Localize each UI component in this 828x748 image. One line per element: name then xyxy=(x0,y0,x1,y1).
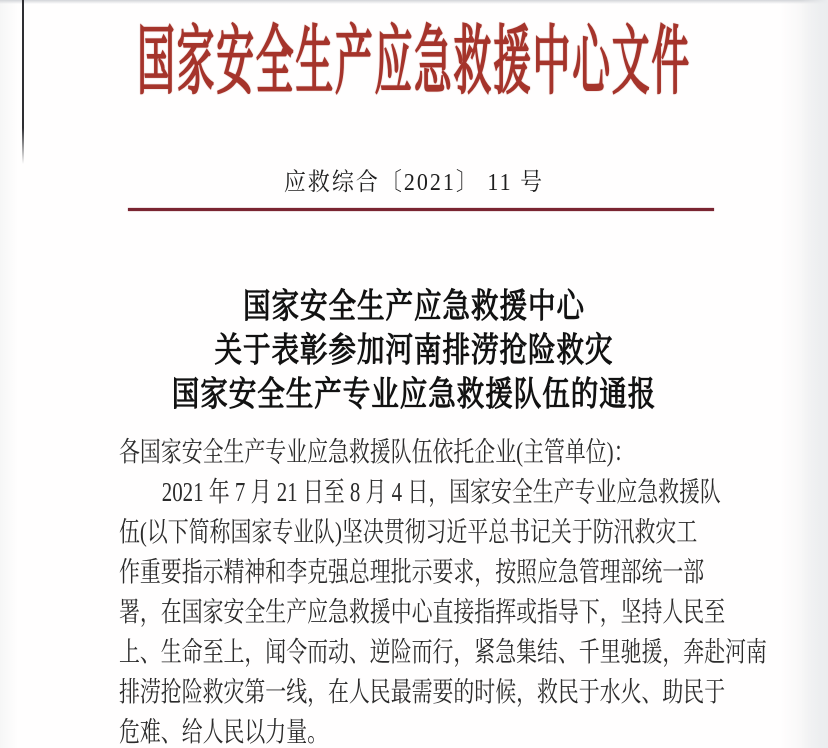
body-text-line: 署，在国家安全生产应急救援中心直接指挥或指导下，坚持人民至 xyxy=(119,595,726,627)
red-letterhead-title: 国家安全生产应急救援中心文件 xyxy=(137,20,691,105)
body-text-line: 作重要指示精神和李克强总理批示要求，按照应急管理部统一部 xyxy=(119,555,705,587)
scan-artifact-line xyxy=(22,0,24,164)
scan-edge-top xyxy=(0,0,828,4)
document-title-line-2: 关于表彰参加河南排涝抢险救灾 xyxy=(214,332,614,370)
body-text-line: 排涝抢险救灾第一线，在人民最需要的时候，救民于水火、助民于 xyxy=(119,675,726,707)
document-title xyxy=(0,285,828,417)
body-text-line: 2021 年 7 月 21 日至 8 月 4 日，国家安全生产专业应急救援队 xyxy=(161,475,721,507)
document-body xyxy=(119,432,767,748)
body-salutation-line: 各国家安全生产专业应急救援队伍依托企业(主管单位)： xyxy=(119,435,635,467)
red-separator-line xyxy=(128,208,714,211)
body-text-line: 伍(以下简称国家专业队)坚决贯彻习近平总书记关于防汛救灾工 xyxy=(119,515,698,547)
document-title-line-1: 国家安全生产应急救援中心 xyxy=(242,288,585,326)
document-title-line-3: 国家安全生产专业应急救援队伍的通报 xyxy=(171,376,657,414)
body-text-line: 上、生命至上，闻令而动、逆险而行，紧急集结、千里驰援，奔赴河南 xyxy=(119,635,767,667)
document-number: 应救综合〔2021〕 11 号 xyxy=(283,167,545,196)
body-text-line: 危难、给人民以力量。 xyxy=(119,715,329,747)
